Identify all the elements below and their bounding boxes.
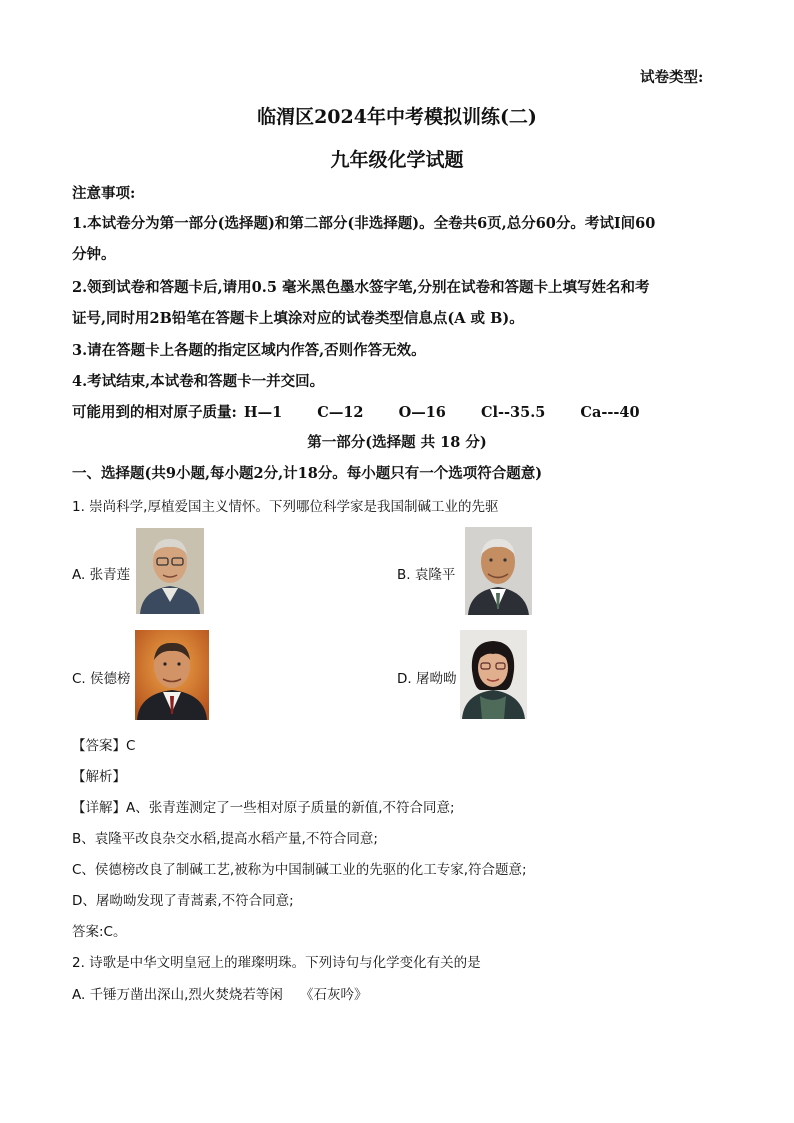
atomic-mass-h: H—1 xyxy=(243,404,283,421)
q1-option-d: D. 屠呦呦 xyxy=(397,671,457,687)
q1-analysis-heading: 【解析】 xyxy=(72,769,126,785)
q1-answer: 【答案】C xyxy=(72,738,136,754)
atomic-mass-c: C—12 xyxy=(317,404,364,421)
portrait-zhang-qinglian xyxy=(136,528,204,614)
atomic-mass-o: O—16 xyxy=(398,404,446,421)
notes-item-1-line-2: 分钟。 xyxy=(72,246,116,263)
q1-detail-line-3: C、侯德榜改良了制碱工艺,被称为中国制碱工业的先驱的化工专家,符合题意; xyxy=(72,862,527,878)
q2-option-a: A. 千锤万凿出深山,烈火焚烧若等闲 《石灰吟》 xyxy=(72,987,368,1003)
notes-item-2-line-1: 2.领到试卷和答题卡后,请用0.5 毫米黑色墨水签字笔,分别在试卷和答题卡上填写姓名和考 xyxy=(72,279,650,296)
q1-detail-line-4: D、屠呦呦发现了青蒿素,不符合同意; xyxy=(72,893,294,909)
section-heading: 一、选择题(共9小题,每小题2分,计18分。每小题只有一个选项符合题意) xyxy=(72,465,543,482)
notes-item-4: 4.考试结束,本试卷和答题卡一并交回。 xyxy=(72,373,325,390)
q1-final-answer: 答案:C。 xyxy=(72,924,127,940)
atomic-mass-line xyxy=(72,401,640,422)
exam-type-label: 试卷类型: xyxy=(640,69,704,86)
page-subtitle: 九年级化学试题 xyxy=(330,149,464,171)
part1-heading: 第一部分(选择题 共 18 分) xyxy=(307,434,487,451)
portrait-tu-youyou xyxy=(460,630,527,719)
q1-option-a: A. 张青莲 xyxy=(72,567,131,583)
portrait-hou-debang xyxy=(135,630,209,720)
q1-detail-line-1: 【详解】A、张青莲测定了一些相对原子质量的新值,不符合同意; xyxy=(72,800,455,816)
notes-heading: 注意事项: xyxy=(72,185,136,202)
atomic-mass-ca: Ca---40 xyxy=(580,404,640,421)
q1-detail-line-2: B、袁隆平改良杂交水稻,提高水稻产量,不符合同意; xyxy=(72,831,378,847)
notes-item-2-line-2: 证号,同时用2B铅笔在答题卡上填涂对应的试卷类型信息点(A 或 B)。 xyxy=(72,310,524,327)
portrait-yuan-longping xyxy=(465,527,532,615)
q1-option-c: C. 侯德榜 xyxy=(72,671,131,687)
q1-option-b: B. 袁隆平 xyxy=(397,567,456,583)
question-2-stem: 2. 诗歌是中华文明皇冠上的璀璨明珠。下列诗句与化学变化有关的是 xyxy=(72,955,481,971)
notes-item-3: 3.请在答题卡上各题的指定区域内作答,否则作答无效。 xyxy=(72,342,426,359)
notes-item-1-line-1: 1.本试卷分为第一部分(选择题)和第二部分(非选择题)。全卷共6页,总分60分。考试I间60 xyxy=(72,215,656,232)
atomic-mass-cl: Cl--35.5 xyxy=(480,404,546,421)
page-title: 临渭区2024年中考模拟训练(二) xyxy=(257,106,537,128)
question-1-stem: 1. 崇尚科学,厚植爱国主义情怀。下列哪位科学家是我国制碱工业的先驱 xyxy=(72,499,499,515)
atomic-mass-label: 可能用到的相对原子质量: xyxy=(72,404,237,421)
